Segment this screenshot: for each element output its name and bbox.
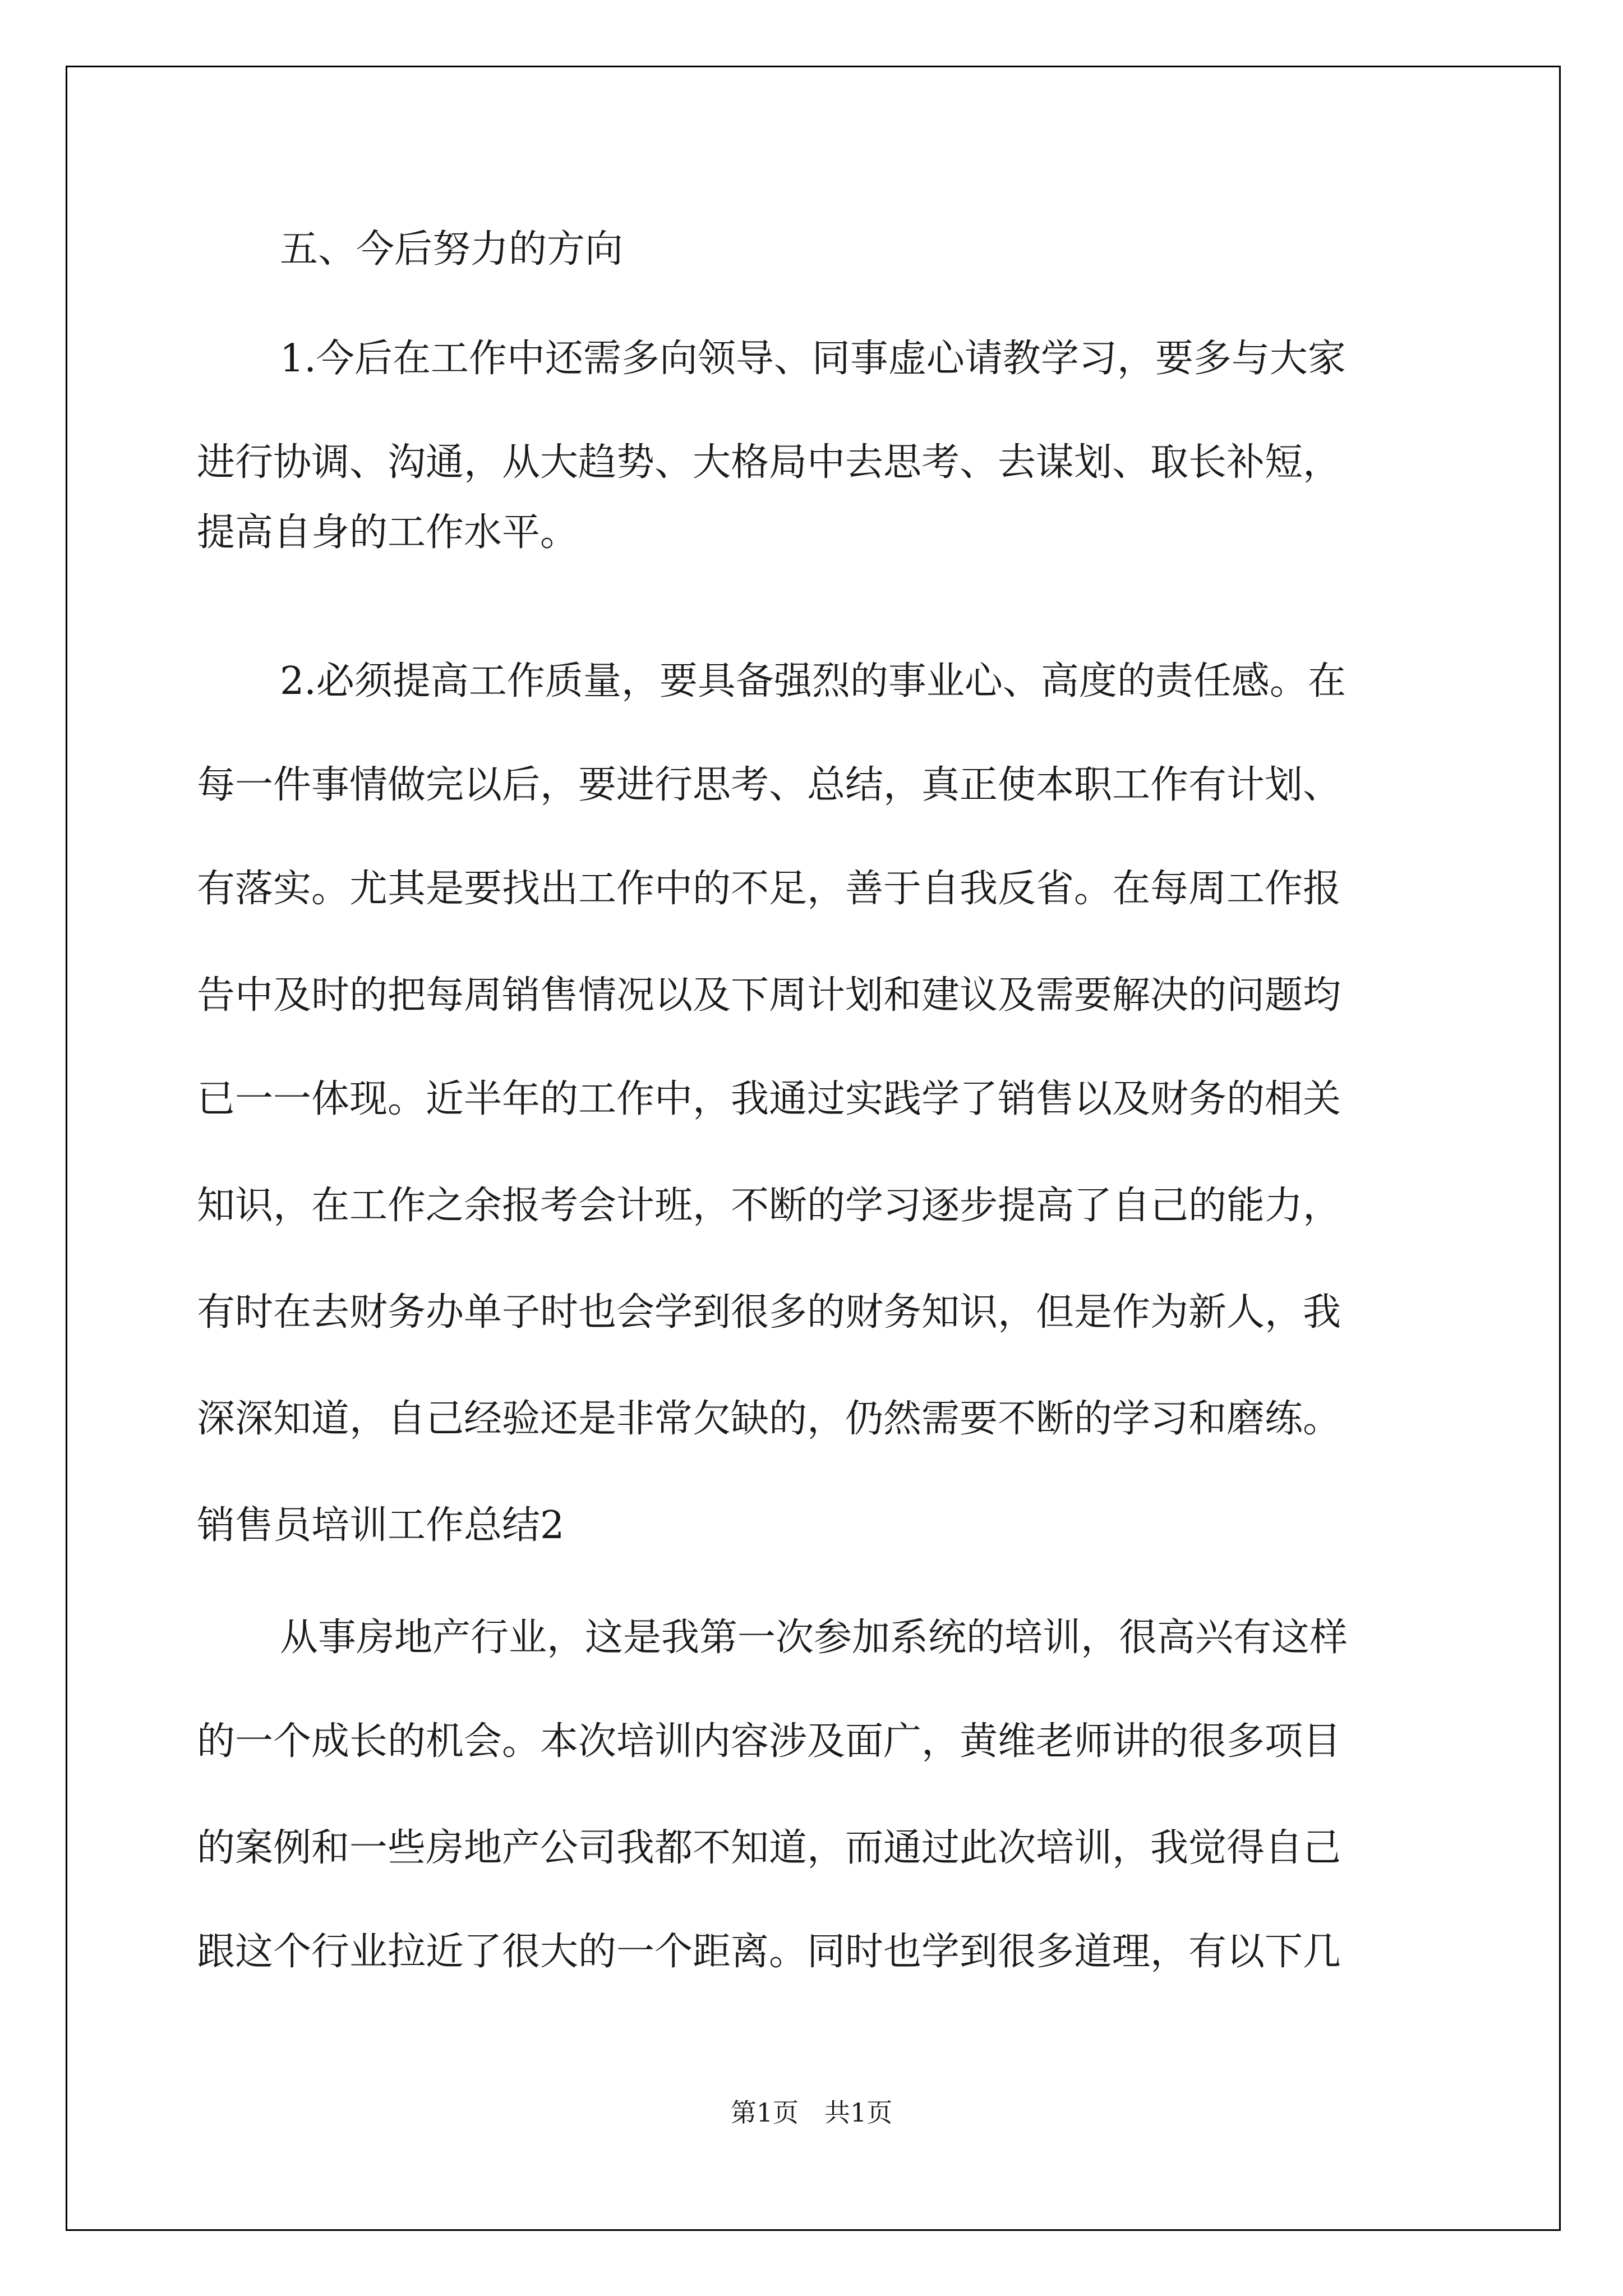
- paragraph-line: 1.今后在工作中还需多向领导、同事虚心请教学习，要多与大家: [280, 337, 1346, 381]
- paragraph-line: 的案例和一些房地产公司我都不知道，而通过此次培训，我觉得自己: [197, 1826, 1341, 1870]
- paragraph-line: 已一一体现。近半年的工作中，我通过实践学了销售以及财务的相关: [197, 1077, 1341, 1121]
- paragraph-line: 进行协调、沟通，从大趋势、大格局中去思考、去谋划、取长补短，: [197, 440, 1341, 485]
- paragraph-line: 每一件事情做完以后，要进行思考、总结，真正使本职工作有计划、: [197, 763, 1341, 807]
- section-heading: 五、今后努力的方向: [280, 227, 624, 272]
- paragraph-line: 跟这个行业拉近了很大的一个距离。同时也学到很多道理，有以下几: [197, 1930, 1341, 1974]
- paragraph-line: 从事房地产行业，这是我第一次参加系统的培训，很高兴有这样: [280, 1616, 1348, 1660]
- article-title: 销售员培训工作总结2: [197, 1503, 565, 1548]
- paragraph-line: 有时在去财务办单子时也会学到很多的财务知识，但是作为新人，我: [197, 1290, 1341, 1335]
- page-number-footer: 第1页 共1页: [730, 2097, 893, 2128]
- paragraph-line: 提高自身的工作水平。: [197, 510, 579, 555]
- page-border: [66, 66, 1561, 2231]
- paragraph-line: 2.必须提高工作质量，要具备强烈的事业心、高度的责任感。在: [280, 659, 1346, 703]
- paragraph-line: 的一个成长的机会。本次培训内容涉及面广，黄维老师讲的很多项目: [197, 1719, 1341, 1764]
- paragraph-line: 深深知道，自己经验还是非常欠缺的，仍然需要不断的学习和磨练。: [197, 1397, 1341, 1441]
- paragraph-line: 告中及时的把每周销售情况以及下周计划和建议及需要解决的问题均: [197, 973, 1341, 1018]
- paragraph-line: 有落实。尤其是要找出工作中的不足，善于自我反省。在每周工作报: [197, 867, 1341, 911]
- paragraph-line: 知识，在工作之余报考会计班，不断的学习逐步提高了自己的能力，: [197, 1184, 1341, 1228]
